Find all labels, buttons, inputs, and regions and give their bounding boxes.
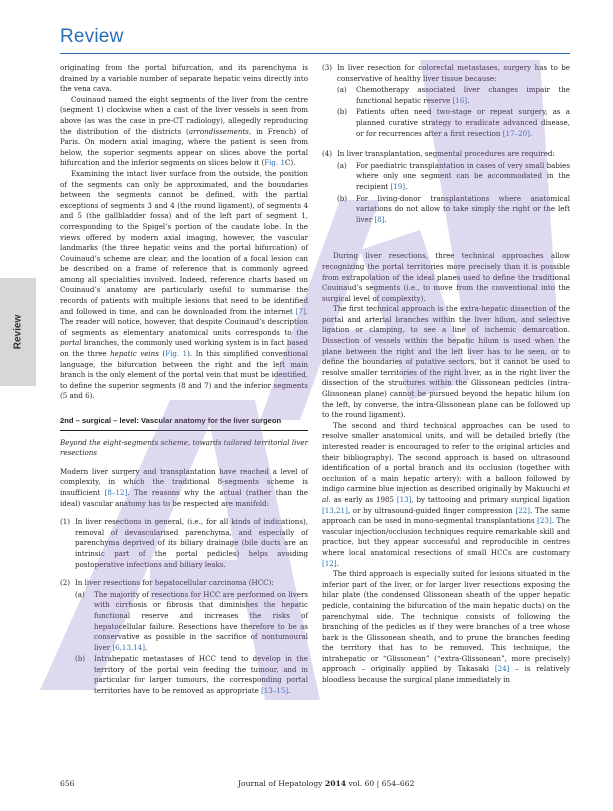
list-item <box>60 517 308 570</box>
header-rule <box>60 53 570 54</box>
journal-name: Journal of Hepatology <box>238 779 323 788</box>
reference-link[interactable]: [19] <box>390 181 406 191</box>
side-tab <box>0 278 36 386</box>
reference-link[interactable]: [17–20] <box>502 128 530 138</box>
reference-link[interactable]: [13] <box>396 494 412 504</box>
section-subheading: Beyond the eight-segments scheme, towards tailored territorial liver resections <box>60 437 308 458</box>
text-run: . <box>288 686 291 696</box>
paragraph <box>60 169 308 402</box>
text-run: Patients often need two-stage or repeat surgery, as a planned curative strategy to eradicate advanced disease, or for recurrences after a first resection <box>356 107 570 138</box>
text-run: hepatic veins <box>110 349 159 359</box>
text-run: . The vascular injection/occlusion techniques require remarkable skill and practice, but they appear successful and reproducible in centres where local anatomical resections of small HCCs are customary <box>322 516 570 557</box>
left-column <box>60 63 308 697</box>
reference-link[interactable]: [8] <box>374 214 385 224</box>
sub-list-item <box>337 85 570 106</box>
right-column <box>322 63 570 686</box>
reference-link[interactable]: [24] <box>494 664 510 674</box>
text-run: , in French) of Paris. On modern axial imaging, where the patient is seen from below, the superior segments appear on slices above the portal bifurcation and the inferior segments on slices below it ( <box>60 126 308 168</box>
reference-link[interactable]: [7] <box>295 306 306 316</box>
list-item <box>322 149 570 225</box>
paragraph <box>322 421 570 569</box>
list-text: In liver transplantation, segmental procedures are required: <box>337 149 555 159</box>
sub-list-letter: (b) <box>75 654 86 664</box>
text-run: C). <box>285 158 296 168</box>
sub-list-letter: (a) <box>337 85 347 95</box>
sub-list-letter: (a) <box>337 160 347 170</box>
text-run: ). In this simplified conventional language, the bifurcation between the right and the left main branch is the only element of the portal vein that must be identified, to define the superior segments (8 and 7) and the inferior segments (5 and 6). <box>60 349 308 401</box>
text-run: branches, the commonly used working system is in fact based on the three <box>60 338 308 359</box>
list-number: (4) <box>322 149 333 159</box>
sub-list-text <box>356 107 570 139</box>
paragraph <box>60 467 308 509</box>
text-run: Modern liver surgery and transplantation have reached a level of complexity, in which the traditional 8-segments scheme is insufficient <box>60 466 308 497</box>
text-run: For paediatric transplantation in cases of very small babies where only one segment can be accommodated in the recipient <box>356 160 570 191</box>
sub-list-letter: (b) <box>337 193 348 203</box>
section-title: Review <box>60 26 124 47</box>
text-run: arrondissements <box>188 126 249 136</box>
sub-list-text <box>356 194 570 226</box>
sub-list-item <box>337 194 570 226</box>
text-run: , by tattooing and primary surgical ligation <box>411 494 571 504</box>
text-run: Intrahepatic metastases of HCC tend to develop in the territory of the portal vein feeding the tumour, and in particular for larger tumours, the corresponding portal territories have to be removed as appropriate <box>94 654 308 696</box>
sub-list-item <box>337 107 570 139</box>
sub-list-text <box>356 161 570 193</box>
list-number: (1) <box>60 517 71 527</box>
journal-volume: vol. 60 | 654–662 <box>348 779 415 788</box>
list-item <box>322 63 570 139</box>
text-run: The majority of resections for HCC are performed on livers with cirrhosis or fibrosis that diminishes the hepatic functional reserve and increases the risks of hepatocellular failure. Resections have therefore to be as conservative as possible in the sacrifice of nontumoural liver <box>94 589 308 652</box>
journal-year: 2014 <box>324 779 347 788</box>
text-run: . The reader will notice, however, that despite Couinaud’s description of segments as elementary anatomical units corresponds to the <box>60 306 308 337</box>
list-text: In liver resection for colorectal metastases, surgery has to be conservative of healthy liver tissue because: <box>337 63 570 83</box>
text-run: et al. <box>322 484 570 504</box>
side-tab-label: Review <box>12 314 24 350</box>
text-run: . The same approach can be used in mono-segmental transplantations <box>322 505 571 526</box>
list-text: In liver resections in general, (i.e., for all kinds of indications), removal of devascularised parenchyma, and especially of parenchyma deprived of its biliary drainage (bile ducts are an intrinsic part of the portal pedicles) helps avoiding postoperative infections and biliary leaks. <box>75 517 308 569</box>
text-run: The third approach is especially suited for lesions situated in the inferior part of the liver, or for larger liver resections exposing the hilar plate (the condensed Glissonean sheath of the upper hepatic pedicle, containing the bifurcation of the main hepatic ducts) on the parenchymal side. The technique consists of following the branching of the pedicles as if they were branches of a tree whose bark is the Glissonean sheath, and to prune the branches feeding the territory that has to be removed. This technique, the intrahepatic or “Glissonean” (“extra-Glissonean”, more precisely) approach – originally applied by Takasaki <box>322 569 570 674</box>
text-run: . <box>405 181 408 191</box>
text-run: . <box>145 642 148 652</box>
sub-list-text <box>94 590 308 654</box>
journal-citation <box>238 779 414 788</box>
reference-link[interactable]: [23] <box>537 516 552 526</box>
reference-link[interactable]: [13–15] <box>261 686 289 696</box>
paragraph <box>322 569 570 686</box>
text-run: . <box>336 558 339 568</box>
text-run: Examining the intact liver surface from the outside, the position of the segments can only be approximated, and the boundaries between the segments cannot be defined, with the partial exceptions of segments 3 and 4 (the round ligament), of segments 4 and 5 (the gallbladder fossa) and of the left part of segment 1, corresponding to the Spigel’s portion of the caudate lobe. In the views offered by modern axial imaging, however, the vascular landmarks (the three hepatic veins and the portal bifurcation) of Couinaud’s scheme are clear, and the location of a focal lesion can be described on a frame of reference that is commonly agreed among all specialities involved. Indeed, reference charts based on Couinaud’s anatomy are particularly useful to summarise the records of patients with multiple lesions that need to be identified and followed in time, and can be downloaded from the internet <box>60 168 308 316</box>
page-number: 656 <box>60 779 75 788</box>
reference-link[interactable]: [8–12] <box>104 487 128 497</box>
reference-link[interactable]: [13,21] <box>322 505 348 515</box>
figure-link[interactable]: Fig. 1 <box>264 158 285 168</box>
sub-list-text <box>356 85 570 106</box>
paragraph: During liver resections, three technical approaches allow recognizing the portal territories more precisely than it is possible from extrapolation of the ideal planes used to define the traditional Couinaud’s segments (i.e., to move from the conventional into the surgical level of complexity). <box>322 251 570 303</box>
figure-link[interactable]: Fig. 1 <box>165 349 188 359</box>
text-run: . <box>467 95 470 105</box>
text-run: . The reasons why the actual (rather than the ideal) vascular anatomy has to be respected are manifold: <box>60 487 308 508</box>
reference-link[interactable]: [22] <box>515 505 531 515</box>
sub-list-letter: (b) <box>337 107 348 117</box>
paragraph <box>60 95 308 169</box>
text-run: ( <box>158 349 166 359</box>
reference-link[interactable]: [12] <box>322 558 337 568</box>
sub-list-text <box>94 654 308 696</box>
list-item <box>60 578 308 697</box>
sub-list-item <box>337 161 570 193</box>
sub-list-item <box>75 654 308 696</box>
sub-list-item <box>75 590 308 654</box>
reference-link[interactable]: [16] <box>452 95 468 105</box>
list-text: In liver resections for hepatocellular carcinoma (HCC): <box>75 578 274 588</box>
list-number: (2) <box>60 578 71 588</box>
section-heading: 2nd – surgical – level: Vascular anatomy for the liver surgeon <box>60 416 308 431</box>
list-number: (3) <box>322 63 333 72</box>
text-run: For living-donor transplantations where anatomical variations do not allow to take simply the right or the left liver <box>356 193 570 224</box>
text-run: – is relatively bloodless because the surgical plane immediately in <box>322 664 570 685</box>
text-run: Couinaud named the eight segments of the liver from the centre (segment 1) clockwise when a cast of the liver vessels is seen from above (as was the case in pre-CT radiology), allegedly reproducing the distribution of the districts ( <box>60 94 308 136</box>
text-run: , or by ultrasound-guided finger compression <box>347 505 516 515</box>
paragraph: The first technical approach is the extra-hepatic dissection of the portal and arterial branches within the liver hilum, and selective ligation or clamping, to see a line of ischemic demarcation. Dissection of vessels within the hepatic hilum is used when the plane between the right and the left liver has to be seen, or to define the boundaries of putative sectors, but it cannot be used to resolve smaller territories of the right liver, as in the right liver the dissection of the structures within the Glissonean pedicles (intra-Glissonean plane) cannot be pursued beyond the hepatic hilum (on the left, by converse, the intra-Glissonean plane can be followed up to the round ligament). <box>322 304 570 420</box>
text-run: Chemotherapy associated liver changes impair the functional hepatic reserve <box>356 85 570 105</box>
text-run: . <box>384 214 387 224</box>
paragraph: originating from the portal bifurcation, and its parenchyma is drained by a variable number of separate hepatic veins directly into the vena cava. <box>60 63 308 94</box>
text-run: The second and third technical approaches can be used to resolve smaller anatomical units, and will be detailed briefly (the interested reader is encouraged to refer to the original articles and their bibliography). The second approach is based on ultrasound identification of a portal branch and its occlusion (together with occlusion of a main hepatic artery): with a balloon followed by indigo carmine blue injection as described originally by Makuuchi <box>322 420 570 494</box>
text-run: as early as 1985 <box>330 494 397 504</box>
reference-link[interactable]: [6,13,14] <box>112 642 146 652</box>
text-run: portal <box>60 338 82 348</box>
text-run: . <box>529 128 533 138</box>
sub-list-letter: (a) <box>75 589 85 599</box>
